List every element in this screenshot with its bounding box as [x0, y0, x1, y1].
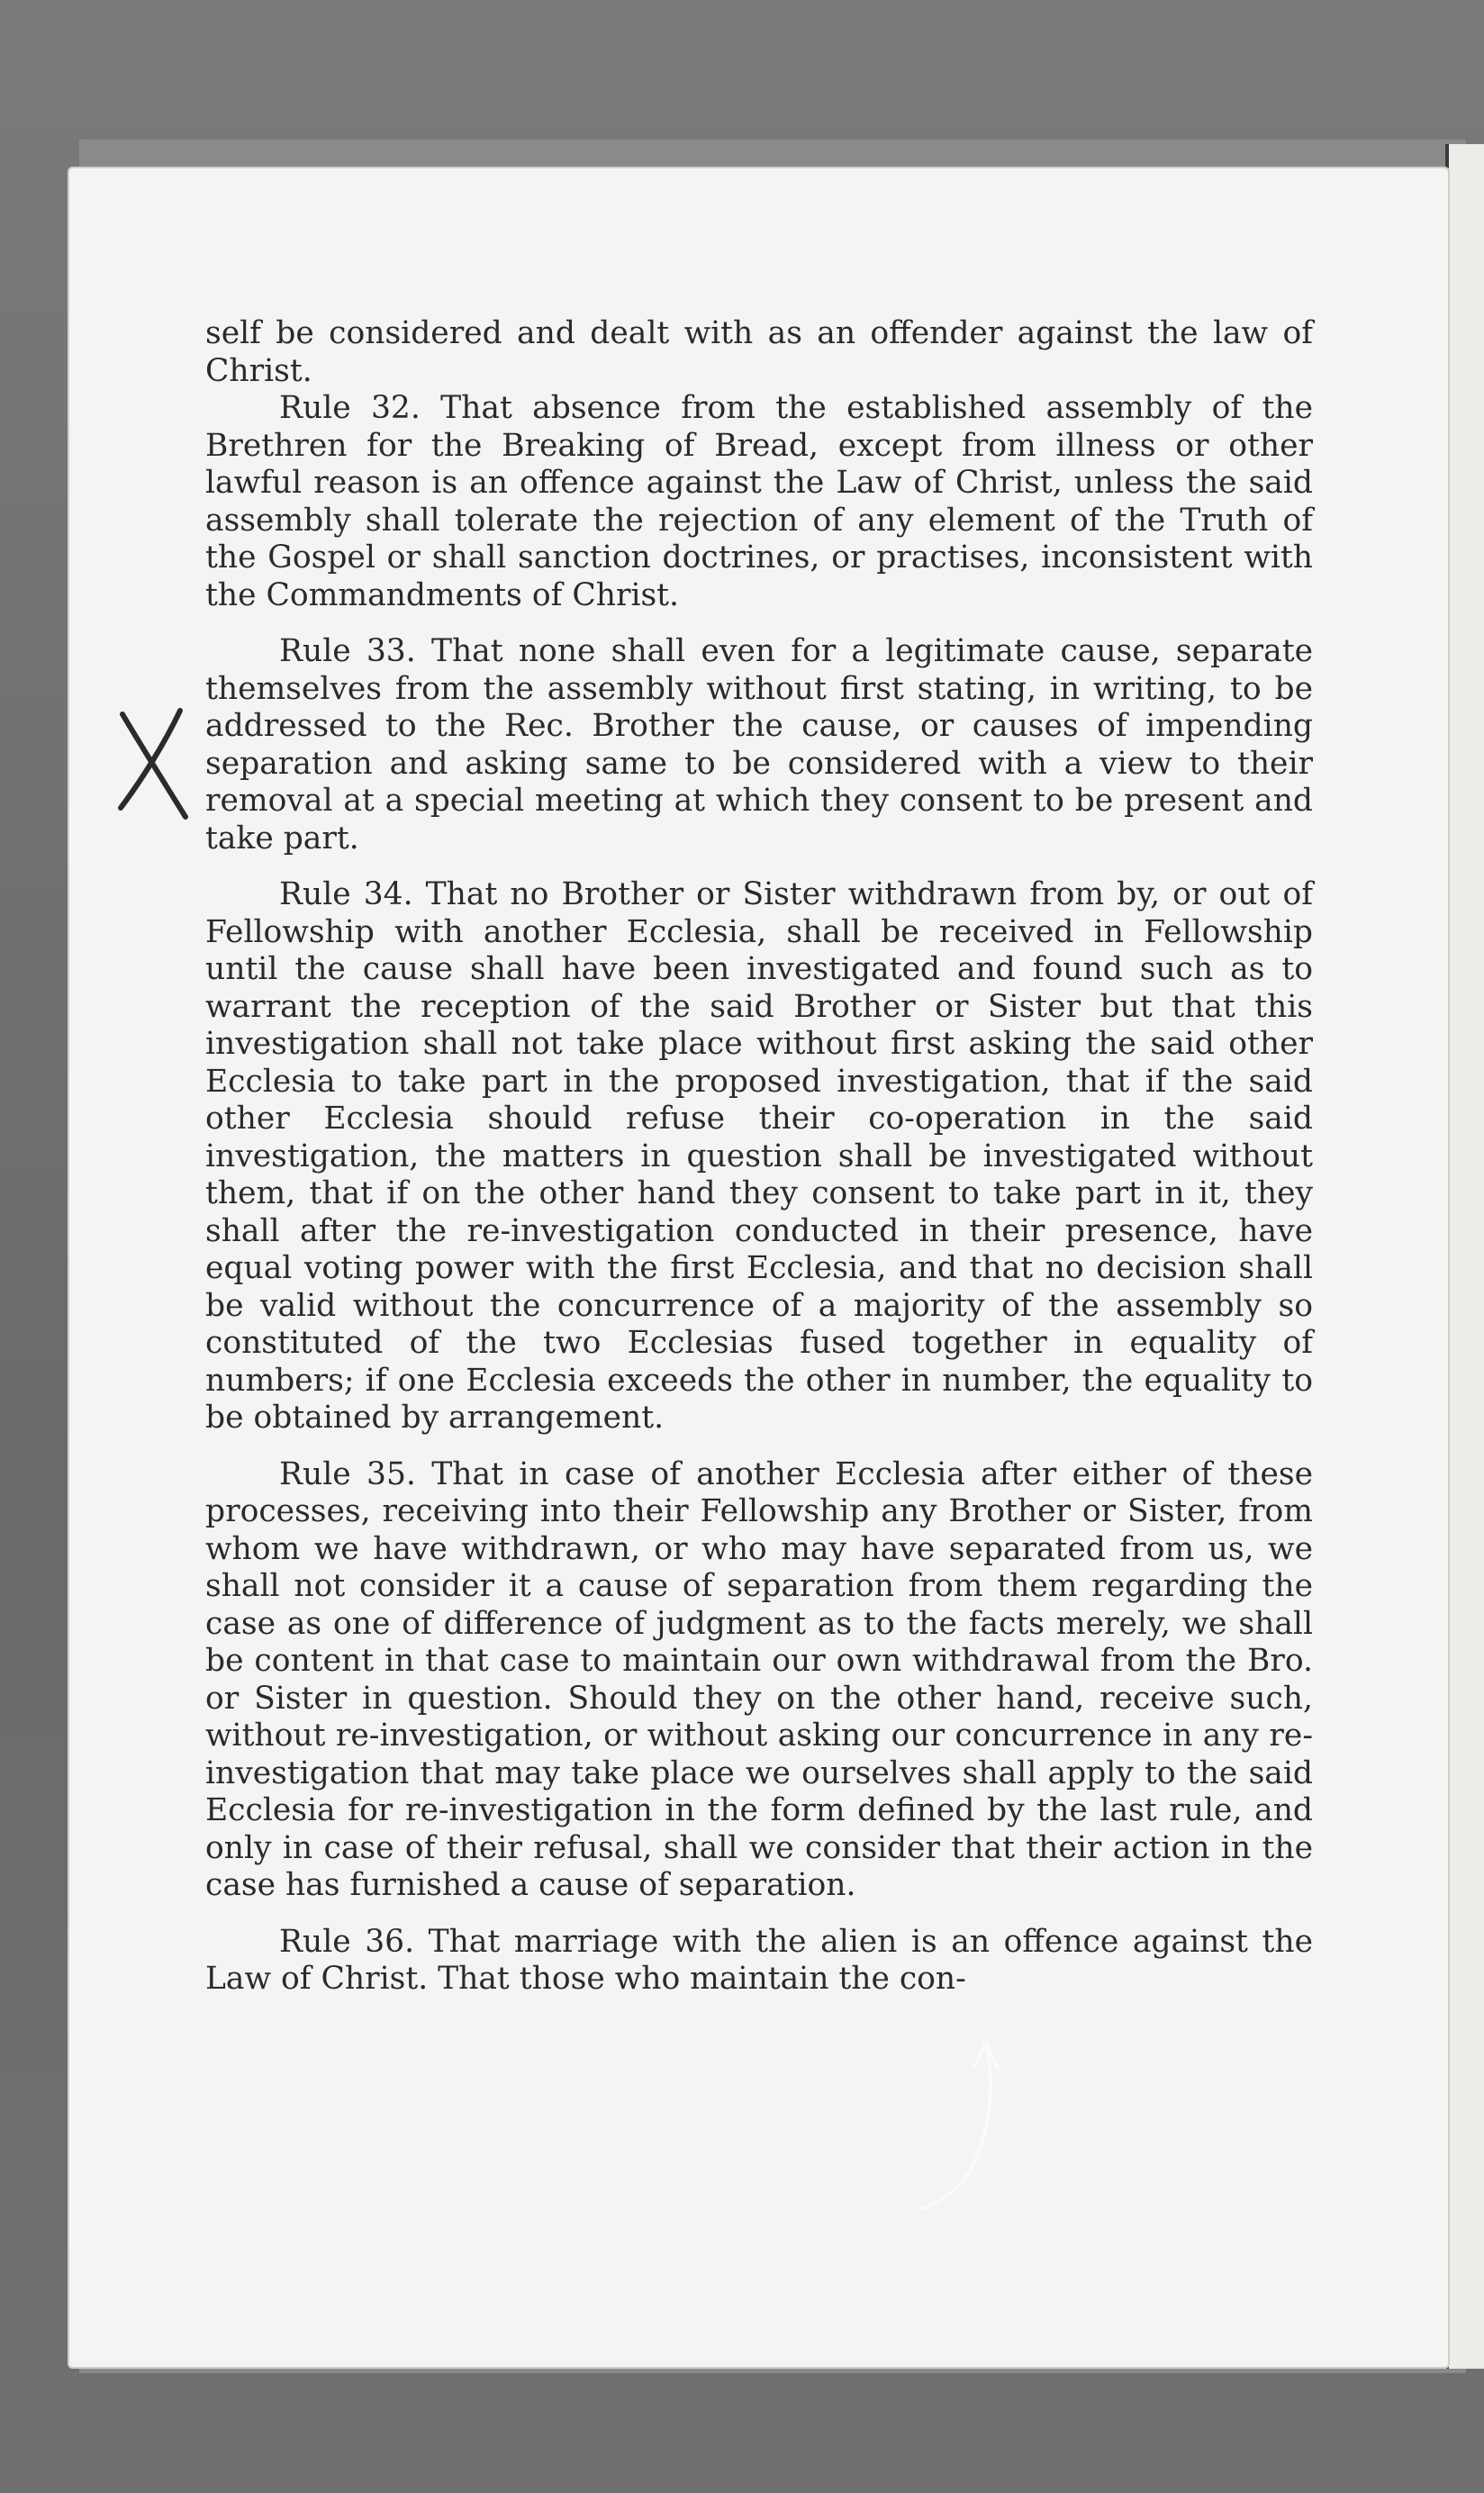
paragraph-rule-36: Rule 36. That marriage with the alien is an offence against the Law of Christ. That those who maintain the con- — [205, 1923, 1313, 1997]
paragraph-rule-32: Rule 32. That absence from the established assembly of the Brethren for the Breaking of Bread, except from illness or other lawful reason is an offence against the Law of Christ, unless the said assembly shall tolerate the rejection of any element of the Truth of the Gospel or shall sanction doctrines, or practises, inconsistent with the Commandments of Christ. — [205, 390, 1313, 613]
document-body — [205, 315, 1313, 1999]
paragraph-rule-34: Rule 34. That no Brother or Sister withdrawn from by, or out of Fellowship with another Ecclesia, shall be received in Fellowship until the cause shall have been investigated and found such as to warrant the reception of the said Brother or Sister but that this investigation shall not take place without first asking the said other Ecclesia to take part in the proposed investigation, that if the said other Ecclesia should refuse their co-operation in the said investigation, the matters in question shall be investigated without them, that if on the other hand they consent to take part in it, they shall after the re-investigation conducted in their presence, have equal voting power with the first Ecclesia, and that no decision shall be valid without the concurrence of a majority of the assembly so constituted of the two Ecclesias fused together in equality of numbers; if one Ecclesia exceeds the other in number, the equality to be obtained by arrangement. — [205, 876, 1313, 1436]
handwritten-arrow-mark — [909, 2031, 1018, 2220]
adjacent-page-edge — [1445, 144, 1484, 2369]
handwritten-x-mark — [115, 707, 196, 824]
paragraph-rule-35: Rule 35. That in case of another Ecclesia after either of these processes, receiving into their Fellowship any Brother or Sister, from whom we have withdrawn, or who may have separated from us, we shall not consider it a cause of separation from them regarding the case as one of difference of judgment as to the facts merely, we shall be content in that case to maintain our own withdrawal from the Bro. or Sister in question. Should they on the other hand, receive such, without re-investigation, or without asking our concurrence in any re-investigation that may take place we ourselves shall apply to the said Ecclesia for re-investigation in the form defined by the last rule, and only in case of their refusal, shall we consider that their action in the case has furnished a cause of separation. — [205, 1455, 1313, 1903]
paragraph-rule-33: Rule 33. That none shall even for a legitimate cause, separate themselves from the assembly without first stating, in writing, to be addressed to the Rec. Brother the cause, or causes of impending separation and asking same to be considered with a view to their removal at a special meeting at which they consent to be present and take part. — [205, 633, 1313, 857]
paragraph-continuation: self be considered and dealt with as an offender against the law of Christ. — [205, 315, 1313, 389]
